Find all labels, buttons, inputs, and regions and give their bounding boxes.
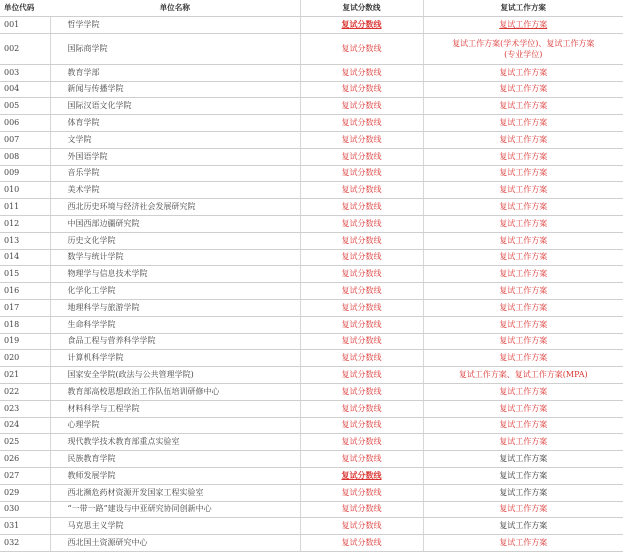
table-row [0, 467, 623, 484]
unit-name: 教育部高校思想政治工作队伍培训研修中心 [50, 383, 300, 400]
plan-link[interactable]: 复试工作方案 [499, 202, 548, 212]
score-cell [300, 98, 423, 115]
score-cell [300, 400, 423, 417]
score-link[interactable]: 复试分数线 [341, 151, 382, 161]
score-cell [300, 232, 423, 249]
plan-link[interactable]: 复试工作方案 [499, 386, 548, 396]
unit-code: 020 [0, 350, 50, 367]
plan-cell [423, 501, 623, 518]
table-row [0, 333, 623, 350]
plan-link[interactable]: 复试工作方案 [499, 19, 548, 29]
unit-code: 023 [0, 400, 50, 417]
plan-link[interactable]: 复试工作方案 [499, 521, 548, 531]
score-link[interactable]: 复试分数线 [341, 101, 382, 111]
plan-cell [423, 98, 623, 115]
plan-link[interactable]: 复试工作方案 [499, 84, 548, 94]
plan-cell [423, 81, 623, 98]
unit-name: 新闻与传播学院 [50, 81, 300, 98]
unit-code: 007 [0, 131, 50, 148]
table-row [0, 215, 623, 232]
unit-code: 027 [0, 467, 50, 484]
plan-link[interactable]: 复试工作方案 [499, 437, 548, 447]
unit-name: 生命科学学院 [50, 316, 300, 333]
unit-code: 024 [0, 417, 50, 434]
unit-name: 教师发展学院 [50, 467, 300, 484]
plan-link[interactable]: 复试工作方案 [499, 118, 548, 128]
unit-code: 012 [0, 215, 50, 232]
score-cell [300, 33, 423, 64]
score-cell [300, 467, 423, 484]
unit-name: 音乐学院 [50, 165, 300, 182]
plan-cell [423, 215, 623, 232]
plan-cell [423, 535, 623, 552]
unit-code: 032 [0, 535, 50, 552]
unit-name: 现代教学技术教育部重点实验室 [50, 434, 300, 451]
unit-code: 021 [0, 367, 50, 384]
unit-code: 003 [0, 64, 50, 81]
score-cell [300, 451, 423, 468]
plan-cell [423, 400, 623, 417]
table-row [0, 417, 623, 434]
score-link[interactable]: 复试分数线 [341, 19, 382, 30]
plan-cell [423, 165, 623, 182]
plan-link[interactable]: 复试工作方案 [499, 403, 548, 413]
score-link[interactable]: 复试分数线 [341, 370, 382, 380]
plan-link[interactable]: 复试工作方案 [499, 67, 548, 77]
table-row [0, 383, 623, 400]
score-cell [300, 283, 423, 300]
header-code: 单位代码 [0, 0, 50, 17]
unit-code: 017 [0, 299, 50, 316]
table-row [0, 64, 623, 81]
table-row [0, 484, 623, 501]
score-cell [300, 367, 423, 384]
plan-cell [423, 131, 623, 148]
plan-link[interactable]: 复试工作方案 [499, 168, 548, 178]
score-link[interactable]: 复试分数线 [341, 437, 382, 447]
header-name: 单位名称 [50, 0, 300, 17]
unit-name: 外国语学院 [50, 148, 300, 165]
unit-code: 009 [0, 165, 50, 182]
table-row [0, 350, 623, 367]
plan-link[interactable]: 复试工作方案 [499, 336, 548, 346]
plan-link[interactable]: 复试工作方案 [499, 487, 548, 497]
plan-cell [423, 316, 623, 333]
plan-link[interactable]: 复试工作方案 [499, 353, 548, 363]
unit-name: 心理学院 [50, 417, 300, 434]
table-row [0, 367, 623, 384]
header-row [0, 0, 623, 17]
plan-cell [423, 249, 623, 266]
plan-link[interactable]: 复试工作方案 [499, 319, 548, 329]
score-cell [300, 115, 423, 132]
unit-name: 西北国土资源研究中心 [50, 535, 300, 552]
plan-link[interactable]: 复试工作方案 [499, 101, 548, 111]
score-link[interactable]: 复试分数线 [341, 84, 382, 94]
unit-name: 中国西部边疆研究院 [50, 215, 300, 232]
score-link[interactable]: 复试分数线 [341, 118, 382, 128]
score-cell [300, 518, 423, 535]
table-row [0, 400, 623, 417]
score-link[interactable]: 复试分数线 [341, 420, 382, 430]
table-row [0, 535, 623, 552]
plan-cell [423, 115, 623, 132]
unit-code: 006 [0, 115, 50, 132]
unit-name: 国家安全学院(政法与公共管理学院) [50, 367, 300, 384]
score-link[interactable]: 复试分数线 [341, 319, 382, 329]
unit-code: 011 [0, 199, 50, 216]
score-cell [300, 215, 423, 232]
table-row [0, 299, 623, 316]
plan-cell [423, 299, 623, 316]
unit-name: 体育学院 [50, 115, 300, 132]
table-row [0, 17, 623, 34]
score-cell [300, 199, 423, 216]
table-row [0, 81, 623, 98]
unit-code: 005 [0, 98, 50, 115]
header-plan: 复试工作方案 [423, 0, 623, 17]
score-link[interactable]: 复试分数线 [341, 134, 382, 144]
unit-code: 004 [0, 81, 50, 98]
score-link[interactable]: 复试分数线 [341, 336, 382, 346]
plan-link[interactable]: 复试工作方案 [499, 218, 548, 228]
unit-name: 马克思主义学院 [50, 518, 300, 535]
score-link[interactable]: 复试分数线 [341, 202, 382, 212]
plan-cell [423, 434, 623, 451]
unit-name: 物理学与信息技术学院 [50, 266, 300, 283]
table-row [0, 266, 623, 283]
unit-name: 国际汉语文化学院 [50, 98, 300, 115]
score-link[interactable]: 复试分数线 [341, 43, 382, 53]
unit-code: 015 [0, 266, 50, 283]
score-link[interactable]: 复试分数线 [341, 504, 382, 514]
score-cell [300, 148, 423, 165]
table-row [0, 501, 623, 518]
table-row [0, 148, 623, 165]
score-link[interactable]: 复试分数线 [341, 386, 382, 396]
table-row [0, 249, 623, 266]
plan-link[interactable]: 复试工作方案 [499, 252, 548, 262]
plan-cell [423, 367, 623, 384]
plan-cell [423, 232, 623, 249]
plan-link[interactable]: 复试工作方案 [499, 454, 548, 464]
table-row [0, 182, 623, 199]
table-row [0, 232, 623, 249]
plan-cell [423, 148, 623, 165]
table-row [0, 33, 623, 64]
plan-link[interactable]: 复试工作方案 [499, 420, 548, 430]
table-row [0, 115, 623, 132]
score-link[interactable]: 复试分数线 [341, 521, 382, 531]
plan-link[interactable]: 复试工作方案 [499, 470, 548, 480]
plan-link[interactable]: 复试工作方案 [499, 134, 548, 144]
plan-cell [423, 350, 623, 367]
score-cell [300, 383, 423, 400]
unit-name: 食品工程与营养科学学院 [50, 333, 300, 350]
plan-link[interactable]: 复试工作方案 [499, 538, 548, 547]
score-cell [300, 299, 423, 316]
unit-name: 历史文化学院 [50, 232, 300, 249]
plan-cell [423, 417, 623, 434]
header-score: 复试分数线 [300, 0, 423, 17]
table-row [0, 98, 623, 115]
plan-link[interactable]: 复试工作方案 [499, 286, 548, 296]
plan-cell [423, 17, 623, 34]
table-row [0, 283, 623, 300]
plan-cell [423, 266, 623, 283]
plan-link[interactable]: 复试工作方案 [499, 151, 548, 161]
plan-link[interactable]: 复试工作方案 [499, 185, 548, 195]
score-link[interactable]: 复试分数线 [341, 67, 382, 77]
plan-cell [423, 383, 623, 400]
unit-name: 教育学部 [50, 64, 300, 81]
unit-code: 022 [0, 383, 50, 400]
plan-cell [423, 182, 623, 199]
score-link[interactable]: 复试分数线 [341, 286, 382, 296]
score-link[interactable]: 复试分数线 [341, 252, 382, 262]
table-row [0, 434, 623, 451]
plan-cell [423, 33, 623, 64]
score-cell [300, 64, 423, 81]
unit-code: 018 [0, 316, 50, 333]
unit-name: 数学与统计学院 [50, 249, 300, 266]
score-cell [300, 350, 423, 367]
score-link[interactable]: 复试分数线 [341, 454, 382, 464]
plan-link[interactable]: 复试工作方案 [499, 504, 548, 514]
table-row [0, 165, 623, 182]
score-cell [300, 165, 423, 182]
unit-code: 001 [0, 17, 50, 34]
unit-code: 014 [0, 249, 50, 266]
plan-cell [423, 333, 623, 350]
unit-code: 026 [0, 451, 50, 468]
plan-link-line2[interactable]: (专业学位) [504, 49, 543, 59]
unit-code: 030 [0, 501, 50, 518]
unit-name: 美术学院 [50, 182, 300, 199]
score-cell [300, 417, 423, 434]
unit-code: 016 [0, 283, 50, 300]
score-link[interactable]: 复试分数线 [341, 185, 382, 195]
score-link[interactable]: 复试分数线 [341, 168, 382, 178]
score-cell [300, 535, 423, 552]
plan-cell [423, 467, 623, 484]
plan-link[interactable]: 复试工作方案 [499, 235, 548, 245]
score-cell [300, 131, 423, 148]
unit-name: 计算机科学学院 [50, 350, 300, 367]
score-cell [300, 17, 423, 34]
plan-cell [423, 199, 623, 216]
score-cell [300, 266, 423, 283]
plan-link[interactable]: 复试工作方案 [499, 269, 548, 279]
score-link[interactable]: 复试分数线 [341, 538, 382, 547]
score-link[interactable]: 复试分数线 [341, 269, 382, 279]
unit-code: 008 [0, 148, 50, 165]
score-cell [300, 316, 423, 333]
score-link[interactable]: 复试分数线 [341, 470, 382, 481]
unit-name: 材料科学与工程学院 [50, 400, 300, 417]
unit-name: “一带一路”建设与中亚研究协同创新中心 [50, 501, 300, 518]
score-cell [300, 333, 423, 350]
unit-name: 地理科学与旅游学院 [50, 299, 300, 316]
score-link[interactable]: 复试分数线 [341, 353, 382, 363]
unit-code: 025 [0, 434, 50, 451]
plan-link[interactable]: 复试工作方案 [499, 302, 548, 312]
unit-name: 国际商学院 [50, 33, 300, 64]
plan-cell [423, 283, 623, 300]
plan-cell [423, 518, 623, 535]
table-row [0, 451, 623, 468]
unit-name: 哲学学院 [50, 17, 300, 34]
score-cell [300, 81, 423, 98]
score-link[interactable]: 复试分数线 [341, 403, 382, 413]
plan-cell [423, 451, 623, 468]
unit-name: 文学院 [50, 131, 300, 148]
unit-code: 029 [0, 484, 50, 501]
plan-link[interactable]: 复试工作方案、复试工作方案(MPA) [458, 370, 588, 380]
unit-name: 化学化工学院 [50, 283, 300, 300]
score-cell [300, 484, 423, 501]
plan-link[interactable]: 复试工作方案(学术学位)、复试工作方案 [452, 38, 595, 48]
unit-name: 西北历史环境与经济社会发展研究院 [50, 199, 300, 216]
score-cell [300, 501, 423, 518]
table-row [0, 518, 623, 535]
plan-cell [423, 484, 623, 501]
score-link[interactable]: 复试分数线 [341, 302, 382, 312]
unit-name: 西北濒危药材资源开发国家工程实验室 [50, 484, 300, 501]
score-cell [300, 434, 423, 451]
table-row [0, 131, 623, 148]
unit-code: 013 [0, 232, 50, 249]
unit-code: 031 [0, 518, 50, 535]
score-cell [300, 249, 423, 266]
table-row [0, 316, 623, 333]
score-link[interactable]: 复试分数线 [341, 487, 382, 497]
score-link[interactable]: 复试分数线 [341, 218, 382, 228]
unit-name: 民族教育学院 [50, 451, 300, 468]
score-cell [300, 182, 423, 199]
table-row [0, 199, 623, 216]
plan-cell [423, 64, 623, 81]
unit-code: 002 [0, 33, 50, 64]
unit-code: 019 [0, 333, 50, 350]
score-link[interactable]: 复试分数线 [341, 235, 382, 245]
unit-code: 010 [0, 182, 50, 199]
